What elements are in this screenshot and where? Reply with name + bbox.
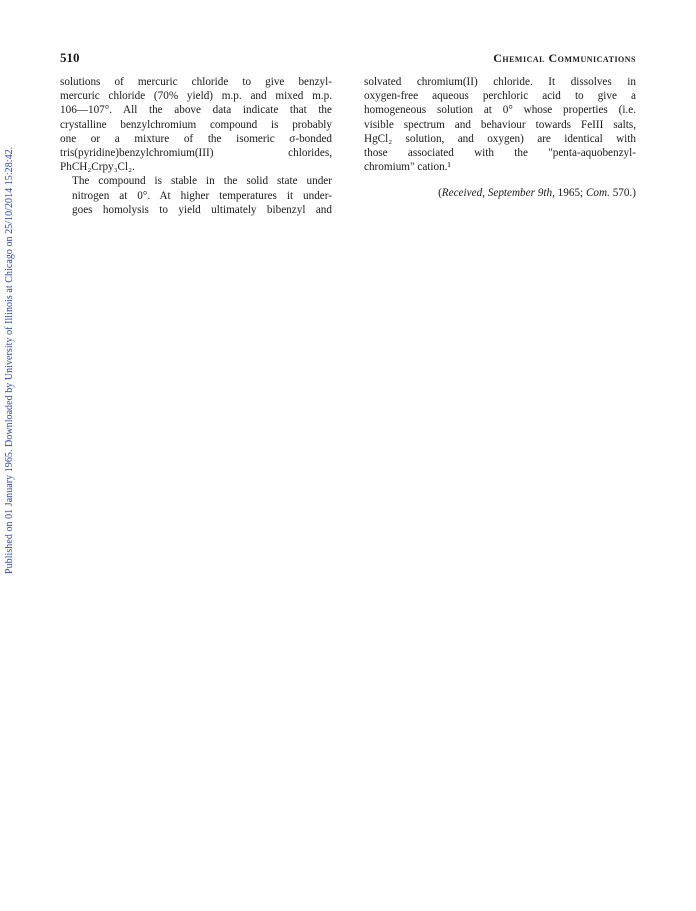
text-line: crystalline benzylchromium compound is probably (60, 118, 332, 131)
download-watermark-text: Published on 01 January 1965. Downloaded by University of Illinois at Chicago on 25/10/2014 15:28:42. (4, 146, 15, 574)
page-header (60, 50, 636, 68)
text-line: solutions of mercuric chloride to give benzyl- (60, 76, 332, 88)
text-line: mercuric chloride (70% yield) m.p. and mixed m.p. (60, 90, 332, 103)
text-line: visible spectrum and behaviour towards FeIII salts, (364, 118, 636, 131)
right-column (364, 75, 636, 174)
text-line: 106—107°. All the above data indicate that the (60, 104, 332, 117)
paragraph (60, 174, 332, 217)
paragraph (364, 75, 636, 174)
received-open: ( (438, 187, 442, 199)
download-watermark (2, 96, 18, 576)
received-label: Received, September 9th, (441, 187, 555, 199)
text-line: chromium" cation.¹ (364, 161, 451, 174)
received-year: 1965; (554, 187, 586, 199)
text-line: oxygen-free aqueous perchloric acid to give a (364, 90, 636, 103)
paragraph (60, 75, 332, 174)
com-label: Com. (585, 187, 610, 199)
text-line: HgCl₂ solution, and oxygen) are identical with (364, 132, 636, 145)
text-line: The compound is stable in the solid state under (72, 175, 332, 188)
text-line: those associated with the "penta-aquobenzyl- (364, 147, 636, 160)
text-line: nitrogen at 0°. At higher temperatures it under- (72, 189, 332, 202)
text-line: goes homolysis to yield ultimately bibenzyl and (72, 203, 332, 216)
page-number: 510 (60, 50, 80, 65)
text-line: tris(pyridine)benzylchromium(III) chlorides, (60, 147, 332, 160)
com-number: 570.) (609, 187, 636, 199)
text-line: homogeneous solution at 0° whose properties (i.e. (364, 104, 636, 117)
text-line: one or a mixture of the isomeric σ-bonded (60, 132, 332, 145)
received-note (364, 186, 636, 200)
left-column (60, 75, 332, 217)
journal-title: Chemical Communications (493, 51, 636, 65)
text-line: solvated chromium(II) chloride. It dissolves in (364, 76, 636, 88)
text-line: PhCH₂Crpy₃Cl₂. (60, 161, 135, 174)
